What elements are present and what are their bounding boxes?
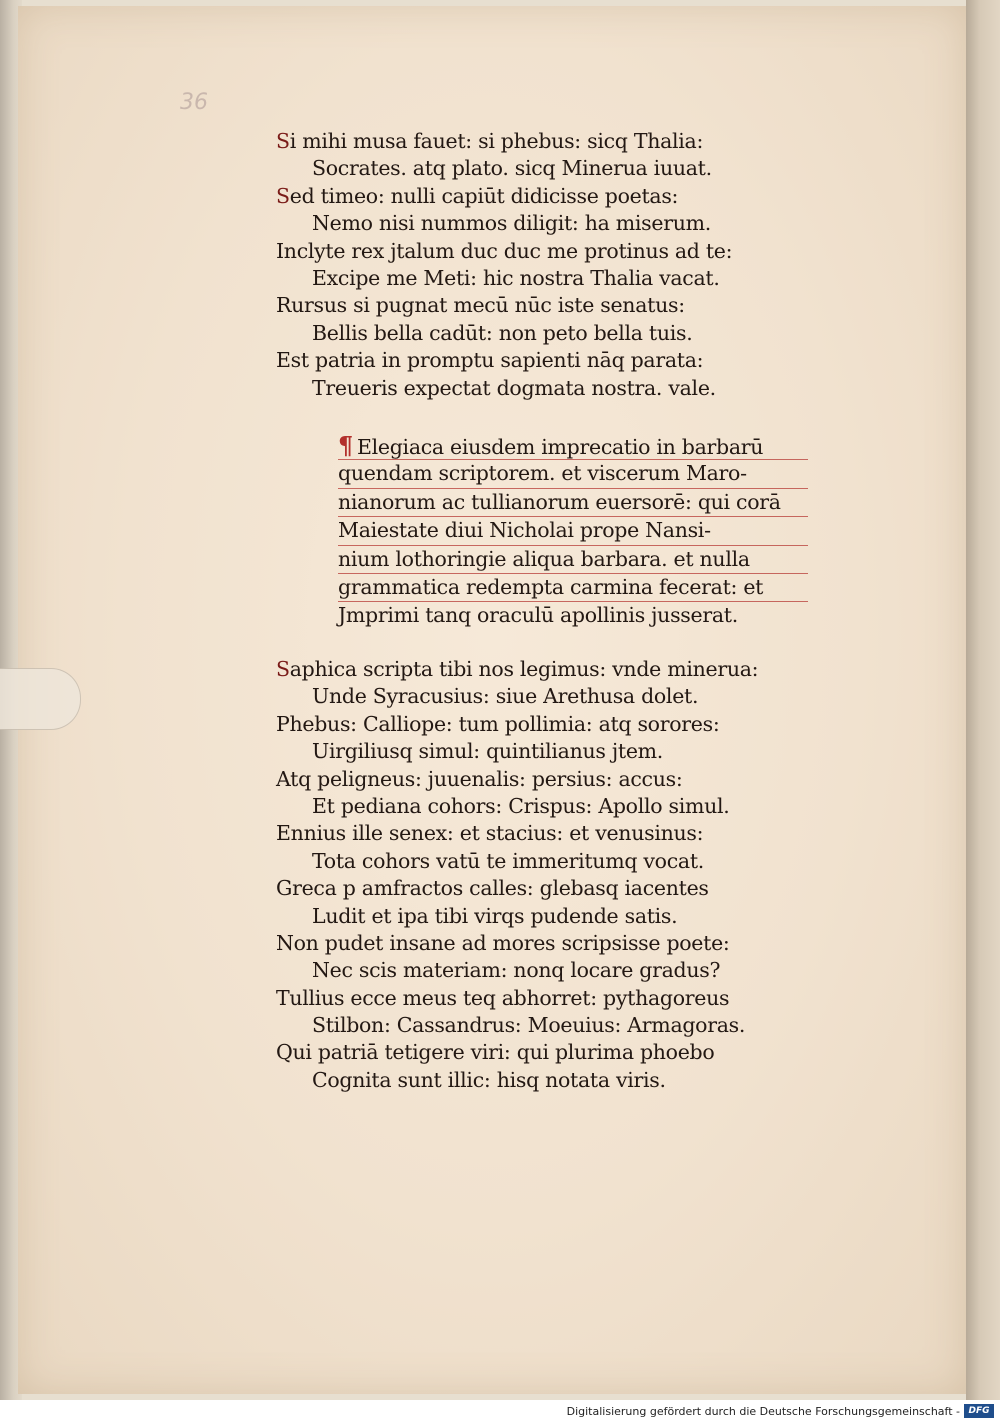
verse-line bbox=[276, 128, 876, 155]
facing-page-edge bbox=[966, 0, 1000, 1400]
verse-line bbox=[276, 930, 876, 957]
heading-text: grammatica redempta carmina fecerat: et bbox=[338, 574, 764, 599]
elegy-heading bbox=[338, 432, 808, 630]
verse-line bbox=[276, 320, 876, 347]
heading-line bbox=[338, 602, 808, 629]
verse-text: Tota cohors vatū te immeritumq vocat. bbox=[312, 848, 704, 873]
verse-text: i mihi musa fauet: si phebus: sicq Thalia: bbox=[289, 129, 704, 153]
verse-line bbox=[276, 957, 876, 984]
poem-block-2 bbox=[276, 656, 876, 1094]
verse-text: Est patria in promptu sapienti nāq parata: bbox=[276, 348, 704, 373]
heading-text: Elegiaca eiusdem imprecatio in barbarū bbox=[356, 435, 764, 459]
heading-text: quendam scriptorem. et viscerum Maro- bbox=[338, 461, 747, 486]
verse-line bbox=[276, 985, 876, 1012]
verse-line bbox=[276, 766, 876, 793]
initial-letter: S bbox=[276, 129, 290, 153]
verse-text: Ludit et ipa tibi virqs pudende satis. bbox=[312, 903, 678, 928]
verse-line bbox=[276, 238, 876, 265]
verse-line bbox=[276, 155, 876, 182]
verse-line bbox=[276, 183, 876, 210]
verse-text: Treueris expectat dogmata nostra. vale. bbox=[312, 375, 716, 400]
verse-text: Tullius ecce meus teq abhorret: pythagoreus bbox=[276, 985, 730, 1010]
verse-text: Stilbon: Cassandrus: Moeuius: Armagoras. bbox=[312, 1013, 746, 1038]
pilcrow-mark: ¶ bbox=[338, 431, 353, 460]
verse-text: Atq peligneus: juuenalis: persius: accus: bbox=[276, 766, 683, 791]
verse-text: Non pudet insane ad mores scripsisse poete: bbox=[276, 930, 730, 955]
pencil-folio-mark: 36 bbox=[180, 90, 208, 115]
heading-line bbox=[338, 546, 808, 574]
verse-line bbox=[276, 820, 876, 847]
verse-line bbox=[276, 1067, 876, 1094]
verse-text: Bellis bella cadūt: non peto bella tuis. bbox=[312, 320, 693, 345]
heading-text: Jmprimi tanq oraculū apollinis jusserat. bbox=[338, 603, 738, 628]
verse-line bbox=[276, 1012, 876, 1039]
verse-text: Socrates. atq plato. sicq Minerua iuuat. bbox=[312, 156, 712, 181]
verse-text: Nemo nisi nummos diligit: ha miserum. bbox=[312, 211, 711, 236]
verse-line bbox=[276, 683, 876, 710]
verse-text: Excipe me Meti: hic nostra Thalia vacat. bbox=[312, 265, 720, 290]
verse-line bbox=[276, 375, 876, 402]
verse-line bbox=[276, 793, 876, 820]
verse-line bbox=[276, 875, 876, 902]
verse-text: Phebus: Calliope: tum pollimia: atq sorores: bbox=[276, 711, 720, 736]
footer-bar bbox=[0, 1400, 1000, 1423]
verse-text: Qui patriā tetigere viri: qui plurima phoebo bbox=[276, 1040, 715, 1065]
heading-text: nianorum ac tullianorum euersorē: qui corā bbox=[338, 489, 781, 514]
dfg-logo: DFG bbox=[964, 1404, 994, 1418]
verse-line bbox=[276, 347, 876, 374]
verse-line bbox=[276, 711, 876, 738]
verse-text: Cognita sunt illic: hisq notata viris. bbox=[312, 1067, 666, 1092]
heading-line bbox=[338, 574, 808, 602]
verse-line bbox=[276, 292, 876, 319]
verse-text: ed timeo: nulli capiūt didicisse poetas: bbox=[289, 183, 679, 208]
heading-text: Maiestate diui Nicholai prope Nansi- bbox=[338, 518, 711, 543]
verse-line bbox=[276, 265, 876, 292]
clip-tab bbox=[0, 668, 81, 730]
verse-line bbox=[276, 903, 876, 930]
heading-line bbox=[338, 432, 808, 460]
heading-line bbox=[338, 489, 808, 517]
verse-text: aphica scripta tibi nos legimus: vnde minerua: bbox=[289, 657, 759, 681]
initial-letter: S bbox=[276, 183, 290, 208]
verse-text: Rursus si pugnat mecū nūc iste senatus: bbox=[276, 293, 685, 318]
verse-text: Greca p amfractos calles: glebasq iacentes bbox=[276, 876, 709, 901]
verse-line bbox=[276, 656, 876, 683]
verse-line bbox=[276, 848, 876, 875]
verse-line bbox=[276, 210, 876, 237]
heading-line bbox=[338, 460, 808, 488]
initial-letter: S bbox=[276, 657, 290, 681]
verse-line bbox=[276, 1039, 876, 1066]
funding-credit: Digitalisierung gefördert durch die Deutsche Forschungsgemeinschaft - bbox=[566, 1405, 960, 1418]
poem-block-1 bbox=[276, 128, 876, 402]
verse-text: Uirgiliusq simul: quintilianus jtem. bbox=[312, 739, 664, 764]
verse-text: Nec scis materiam: nonq locare gradus? bbox=[312, 958, 721, 983]
heading-text: nium lothoringie aliqua barbara. et nulla bbox=[338, 546, 750, 571]
verse-text: Et pediana cohors: Crispus: Apollo simul. bbox=[312, 793, 730, 818]
verse-text: Inclyte rex jtalum duc duc me protinus ad te: bbox=[276, 238, 733, 263]
heading-line bbox=[338, 517, 808, 545]
verse-line bbox=[276, 738, 876, 765]
verse-text: Ennius ille senex: et stacius: et venusinus: bbox=[276, 821, 704, 846]
verse-text: Unde Syracusius: siue Arethusa dolet. bbox=[312, 684, 699, 709]
